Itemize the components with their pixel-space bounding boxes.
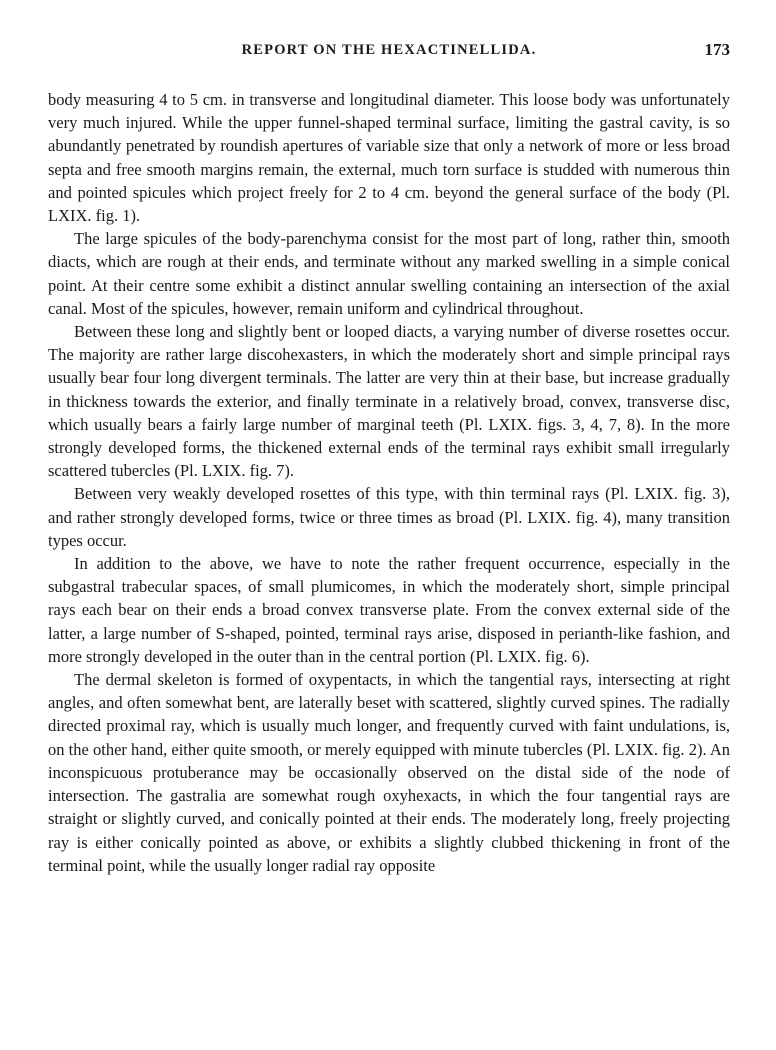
paragraph-rosettes: Between these long and slightly bent or looped diacts, a varying number of diverse rosettes occur. The majority are rather large discohexasters, in which the moderately short and simple principal rays usually bear four long divergent terminals. The latter are very thin at their base, but increase gradually in thickness towards the exterior, and finally terminate in a relatively broad, convex, transverse disc, which usually bears a fairly large number of marginal teeth (Pl. LXIX. figs. 3, 4, 7, 8). In the more strongly developed forms, the thickened external ends of the terminal rays exhibit small irregularly scattered tubercles (Pl. LXIX. fig. 7). xyxy=(48,322,730,481)
paragraph-dermal-skeleton: The dermal skeleton is formed of oxypentacts, in which the tangential rays, intersecting at right angles, and often somewhat bent, are laterally beset with scattered, slightly curved spines. The radially directed proximal ray, which is usually much longer, and frequently curved with faint undulations, is, on the other hand, either quite smooth, or merely equipped with minute tubercles (Pl. LXIX. fig. 2). An inconspicuous protuberance may be occasionally observed on the distal side of the node of intersection. The gastralia are somewhat rough oxyhexacts, in which the four tangential rays are straight or slightly curved, and conically pointed at their ends. The moderately long, freely projecting ray is either conically pointed as above, or exhibits a slightly clubbed thickening in front of the terminal point, while the usually longer radial ray opposite xyxy=(48,670,730,875)
paragraph-body-parenchyma-spicules: The large spicules of the body-parenchyma consist for the most part of long, rather thin, smooth diacts, which are rough at their ends, and terminate without any marked swelling in a simple conical point. At their centre some exhibit a distinct annular swelling containing an intersection of the axial canal. Most of the spicules, however, remain uniform and cylindrical throughout. xyxy=(48,229,730,318)
paragraph-transition-types: Between very weakly developed rosettes of this type, with thin terminal rays (Pl. LXIX. fig. 3), and rather strongly developed forms, twice or three times as broad (Pl. LXIX. fig. 4), many transition types occur. xyxy=(48,484,730,550)
page-number: 173 xyxy=(704,40,730,59)
paragraph-plumicomes: In addition to the above, we have to note the rather frequent occurrence, especially in the subgastral trabecular spaces, of small plumicomes, in which the moderately short, simple principal rays each bear on their ends a broad convex transverse plate. From the convex external side of the latter, a large number of S-shaped, pointed, terminal rays arise, disposed in perianth-like fashion, and more strongly developed in the outer than in the central portion (Pl. LXIX. fig. 6). xyxy=(48,554,730,666)
running-head: REPORT ON THE HEXACTINELLIDA. xyxy=(241,42,537,58)
paragraph-continued: body measuring 4 to 5 cm. in transverse and longitudinal diameter. This loose body was unfortunately very much injured. While the upper funnel-shaped terminal surface, limiting the gastral cavity, is so abundantly penetrated by roundish apertures of variable size that only a network of more or less broad septa and free smooth margins remain, the external, much torn surface is studded with numerous thin and pointed spicules which project freely for 2 to 4 cm. beyond the general surface of the body (Pl. LXIX. fig. 1). xyxy=(48,90,730,226)
page-header xyxy=(48,40,730,66)
body-text xyxy=(48,88,730,877)
